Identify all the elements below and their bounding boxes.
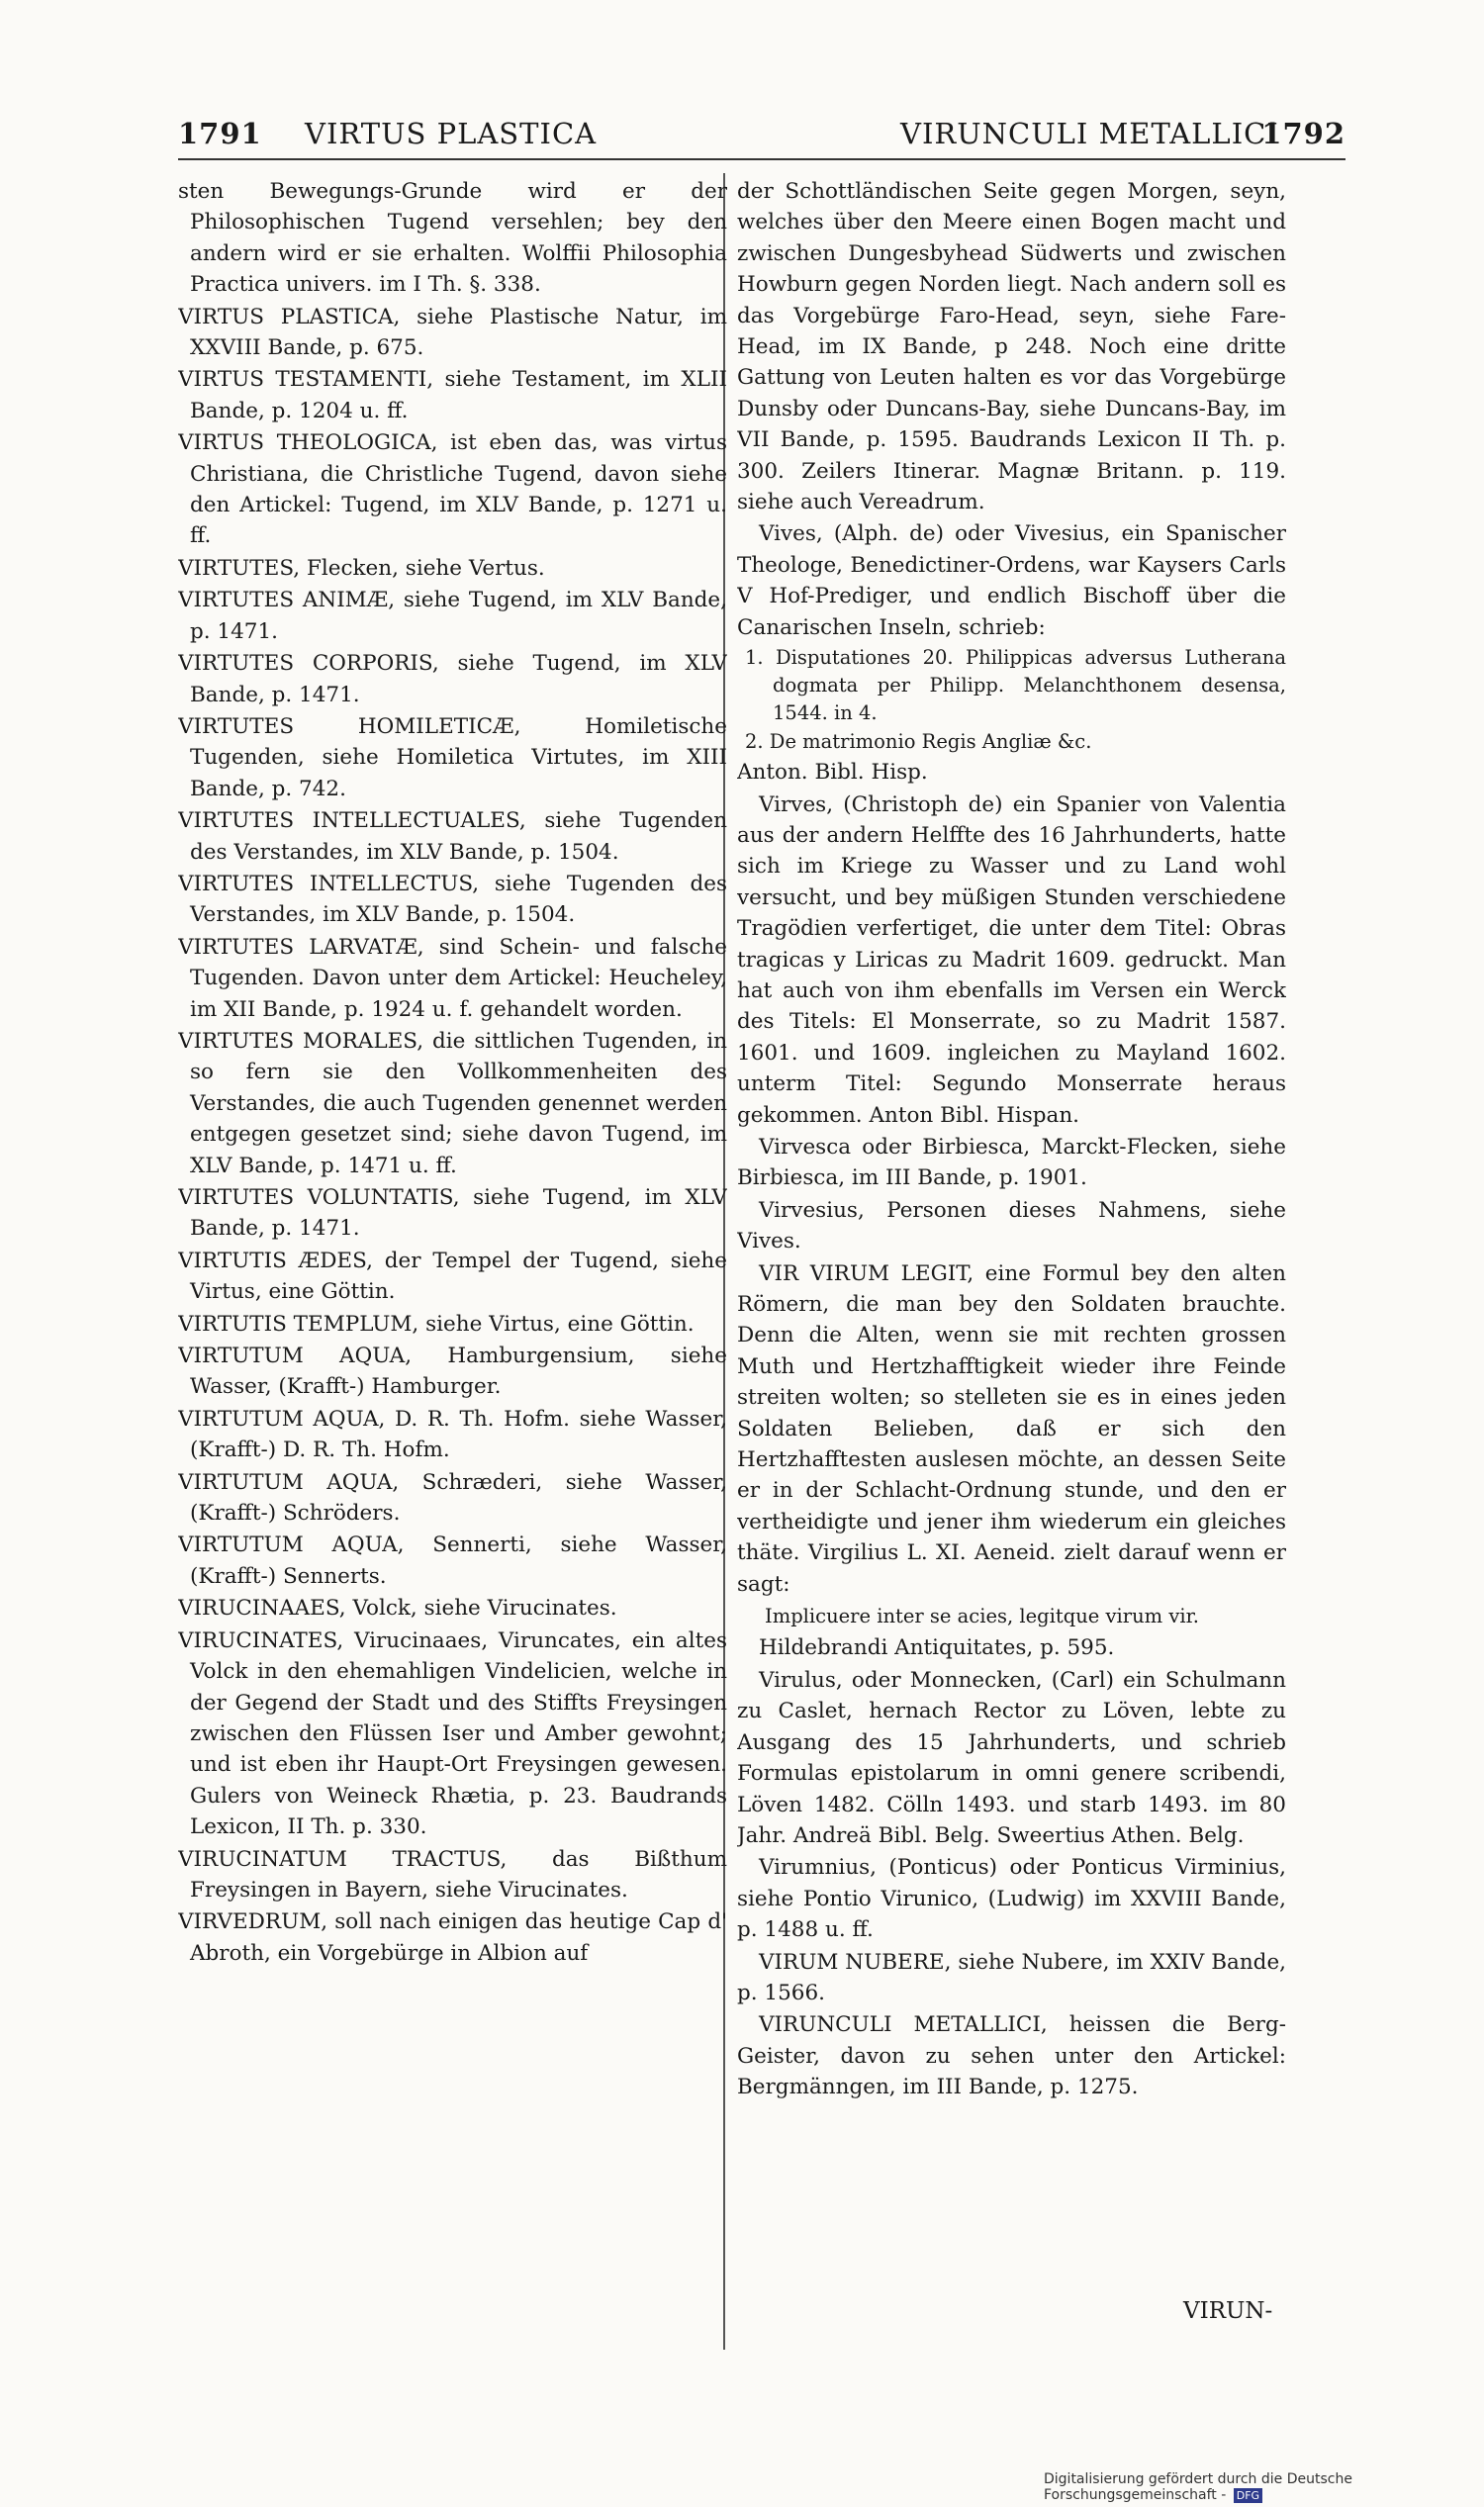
entry: sten Bewegungs-Grunde wird er der Philosophischen Tugend versehlen; bey den andern wird er sie erhalten. Wolffii Philosophia Practica univers. im I Th. §. 338. <box>178 179 727 298</box>
entry: VIRTUS THEOLOGICA, ist eben das, was virtus Christiana, die Christliche Tugend, davon siehe den Artickel: Tugend, im XLV Bande, p. 1271 u. ff. <box>178 430 727 549</box>
entry: VIRUCINATUM TRACTUS, das Bißthum Freysingen in Bayern, siehe Virucinates. <box>178 1846 727 1903</box>
catchword: VIRUN- <box>1183 2298 1273 2324</box>
entry: VIRTUTUM AQUA, Hamburgensium, siehe Wasser, (Krafft-) Hamburger. <box>178 1344 727 1400</box>
entry: VIRTUTIS ÆDES, der Tempel der Tugend, siehe Virtus, eine Göttin. <box>178 1248 727 1305</box>
entry: VIRTUTIS TEMPLUM, siehe Virtus, eine Göttin. <box>178 1311 695 1337</box>
entry: VIRTUTES HOMILETICÆ, Homiletische Tugenden, siehe Homiletica Virtutes, im XIII Bande, p. 742. <box>178 713 727 801</box>
entry: VIRUNCULI METALLICI, heissen die Berg-Geister, davon zu sehen unter den Artickel: Bergmänngen, im III Bande, p. 1275. <box>737 2012 1286 2100</box>
entry: VIRTUS PLASTICA, siehe Plastische Natur, im XXVIII Bande, p. 675. <box>178 304 727 361</box>
footer <box>1044 2471 1484 2503</box>
entry: Hildebrandi Antiquitates, p. 595. <box>759 1635 1115 1661</box>
list-item: 2. De matrimonio Regis Angliæ &c. <box>745 730 1092 754</box>
left-column <box>178 176 727 2343</box>
dfg-logo: DFG <box>1234 2488 1262 2503</box>
entry: Virvesca oder Birbiesca, Marckt-Flecken, siehe Birbiesca, im III Bande, p. 1901. <box>737 1134 1286 1191</box>
entry: Virvesius, Personen dieses Nahmens, siehe Vives. <box>737 1197 1286 1254</box>
entry: Virves, (Christoph de) ein Spanier von Valentia aus der andern Helffte des 16 Jahrhunderts, hatte sich im Kriege zu Wasser und zu Land wohl versucht, und bey müßigen Stunden verschiedene Tragödien verfertiget, die unter dem Titel: Obras tragicas y Liricas zu Madrit 1609. gedruckt. Man hat auch von ihm ebenfalls im Versen ein Werck des Titels: El Monserrate, so zu Madrit 1587. 1601. und 1609. ingleichen zu Mayland 1602. unterm Titel: Segundo Monserrate heraus gekommen. Anton Bibl. Hispan. <box>737 791 1286 1128</box>
entry: VIRTUTUM AQUA, Sennerti, siehe Wasser, (Krafft-) Sennerts. <box>178 1532 727 1589</box>
page-header <box>178 117 1345 168</box>
entry: VIRTUTES CORPORIS, siehe Tugend, im XLV Bande, p. 1471. <box>178 651 727 707</box>
entry: VIR VIRUM LEGIT, eine Formul bey den alten Römern, die man bey den Soldaten brauchte. Denn die Alten, wenn sie mit rechten grossen Muth und Hertzhafftigkeit wieder ihre Feinde streiten wolten; so stelleten sie es in eines jeden Soldaten Belieben, daß er sich den Hertzhafftesten auslesen möchte, an dessen Seite er in der Schlacht-Ordnung stunde, und den er vertheidigte und jener ihm wiederum ein gleiches thäte. Virgilius L. XI. Aeneid. zielt darauf wenn er sagt: <box>737 1260 1286 1597</box>
entry: VIRTUTES LARVATÆ, sind Schein- und falsche Tugenden. Davon unter dem Artickel: Heucheley, im XII Bande, p. 1924 u. f. gehandelt worden. <box>178 934 727 1022</box>
entry: VIRTUTES, Flecken, siehe Vertus. <box>178 555 545 581</box>
right-running-title: VIRUNCULI METALLICI <box>900 117 1279 150</box>
entry: VIRTUTES VOLUNTATIS, siehe Tugend, im XLV Bande, p. 1471. <box>178 1185 727 1242</box>
right-column <box>737 176 1286 2343</box>
entry: VIRUCINAAES, Volck, siehe Virucinates. <box>178 1596 617 1622</box>
entry: Virulus, oder Monnecken, (Carl) ein Schulmann zu Caslet, hernach Rector zu Löven, lebte zu Ausgang des 15 Jahrhunderts, und schrieb Formulas epistolarum in omni genere scribendi, Löven 1482. Cölln 1493. und starb 1493. im 80 Jahr. Andreä Bibl. Belg. Sweertius Athen. Belg. <box>737 1667 1286 1848</box>
entry: VIRTUTUM AQUA, Schræderi, siehe Wasser, (Krafft-) Schröders. <box>178 1469 727 1527</box>
verse-quote: Implicuere inter se acies, legitque virum vir. <box>765 1605 1199 1628</box>
left-page-number: 1791 <box>178 117 262 150</box>
entry: der Schottländischen Seite gegen Morgen, seyn, welches über den Meere einen Bogen macht und zwischen Dungesbyhead Südwerts und zwischen Howburn gegen Norden liegt. Nach andern soll es das Vorgebürge Faro-Head, seyn, siehe Fare-Head, im IX Bande, p 248. Noch eine dritte Gattung von Leuten halten es vor das Vorgebürge Dunsby oder Duncans-Bay, siehe Duncans-Bay, im VII Bande, p. 1595. Baudrands Lexicon II Th. p. 300. Zeilers Itinerar. Magnæ Britann. p. 119. siehe auch Vereadrum. <box>737 179 1286 515</box>
entry: VIRTUS TESTAMENTI, siehe Testament, im XLII Bande, p. 1204 u. ff. <box>178 367 727 423</box>
entry: VIRTUTES INTELLECTUS, siehe Tugenden des Verstandes, im XLV Bande, p. 1504. <box>178 871 727 928</box>
header-rule <box>178 158 1345 160</box>
left-running-title: VIRTUS PLASTICA <box>305 117 598 150</box>
entry: VIRTUTUM AQUA, D. R. Th. Hofm. siehe Wasser, (Krafft-) D. R. Th. Hofm. <box>178 1406 727 1463</box>
right-page-number: 1792 <box>1261 117 1345 150</box>
entry: VIRTUTES MORALES, die sittlichen Tugenden, in so fern sie den Vollkommenheiten des Verstandes, die auch Tugenden genennet werden entgegen gesetzet sind; siehe davon Tugend, im XLV Bande, p. 1471 u. ff. <box>178 1028 727 1178</box>
entry: VIRTUTES INTELLECTUALES, siehe Tugenden des Verstandes, im XLV Bande, p. 1504. <box>178 808 727 865</box>
entry: Anton. Bibl. Hisp. <box>737 760 928 786</box>
entry: Virumnius, (Ponticus) oder Ponticus Virminius, siehe Pontio Virunico, (Ludwig) im XXVIII Bande, p. 1488 u. ff. <box>737 1855 1286 1943</box>
entry: VIRUM NUBERE, siehe Nubere, im XXIV Bande, p. 1566. <box>737 1949 1286 2005</box>
entry: Vives, (Alph. de) oder Vivesius, ein Spanischer Theologe, Benedictiner-Ordens, war Kaysers Carls V Hof-Prediger, und endlich Bischoff über die Canarischen Inseln, schrieb: <box>737 521 1286 640</box>
entry: VIRVEDRUM, soll nach einigen das heutige Cap d' Abroth, ein Vorgebürge in Albion auf <box>178 1909 727 1966</box>
entry: VIRTUTES ANIMÆ, siehe Tugend, im XLV Bande, p. 1471. <box>178 588 727 644</box>
footer-text: Digitalisierung gefördert durch die Deutsche Forschungsgemeinschaft - <box>1044 2471 1352 2503</box>
entry: VIRUCINATES, Virucinaaes, Viruncates, ein altes Volck in den ehemahligen Vindelicien, welche in der Gegend der Stadt und des Stiffts Freysingen zwischen den Flüssen Iser und Amber gewohnt; und ist eben ihr Haupt-Ort Freysingen gewesen. Gulers von Weineck Rhætia, p. 23. Baudrands Lexicon, II Th. p. 330. <box>178 1627 727 1840</box>
list-item: 1. Disputationes 20. Philippicas adversus Lutherana dogmata per Philipp. Melanchthonem desensa, 1544. in 4. <box>745 646 1286 725</box>
